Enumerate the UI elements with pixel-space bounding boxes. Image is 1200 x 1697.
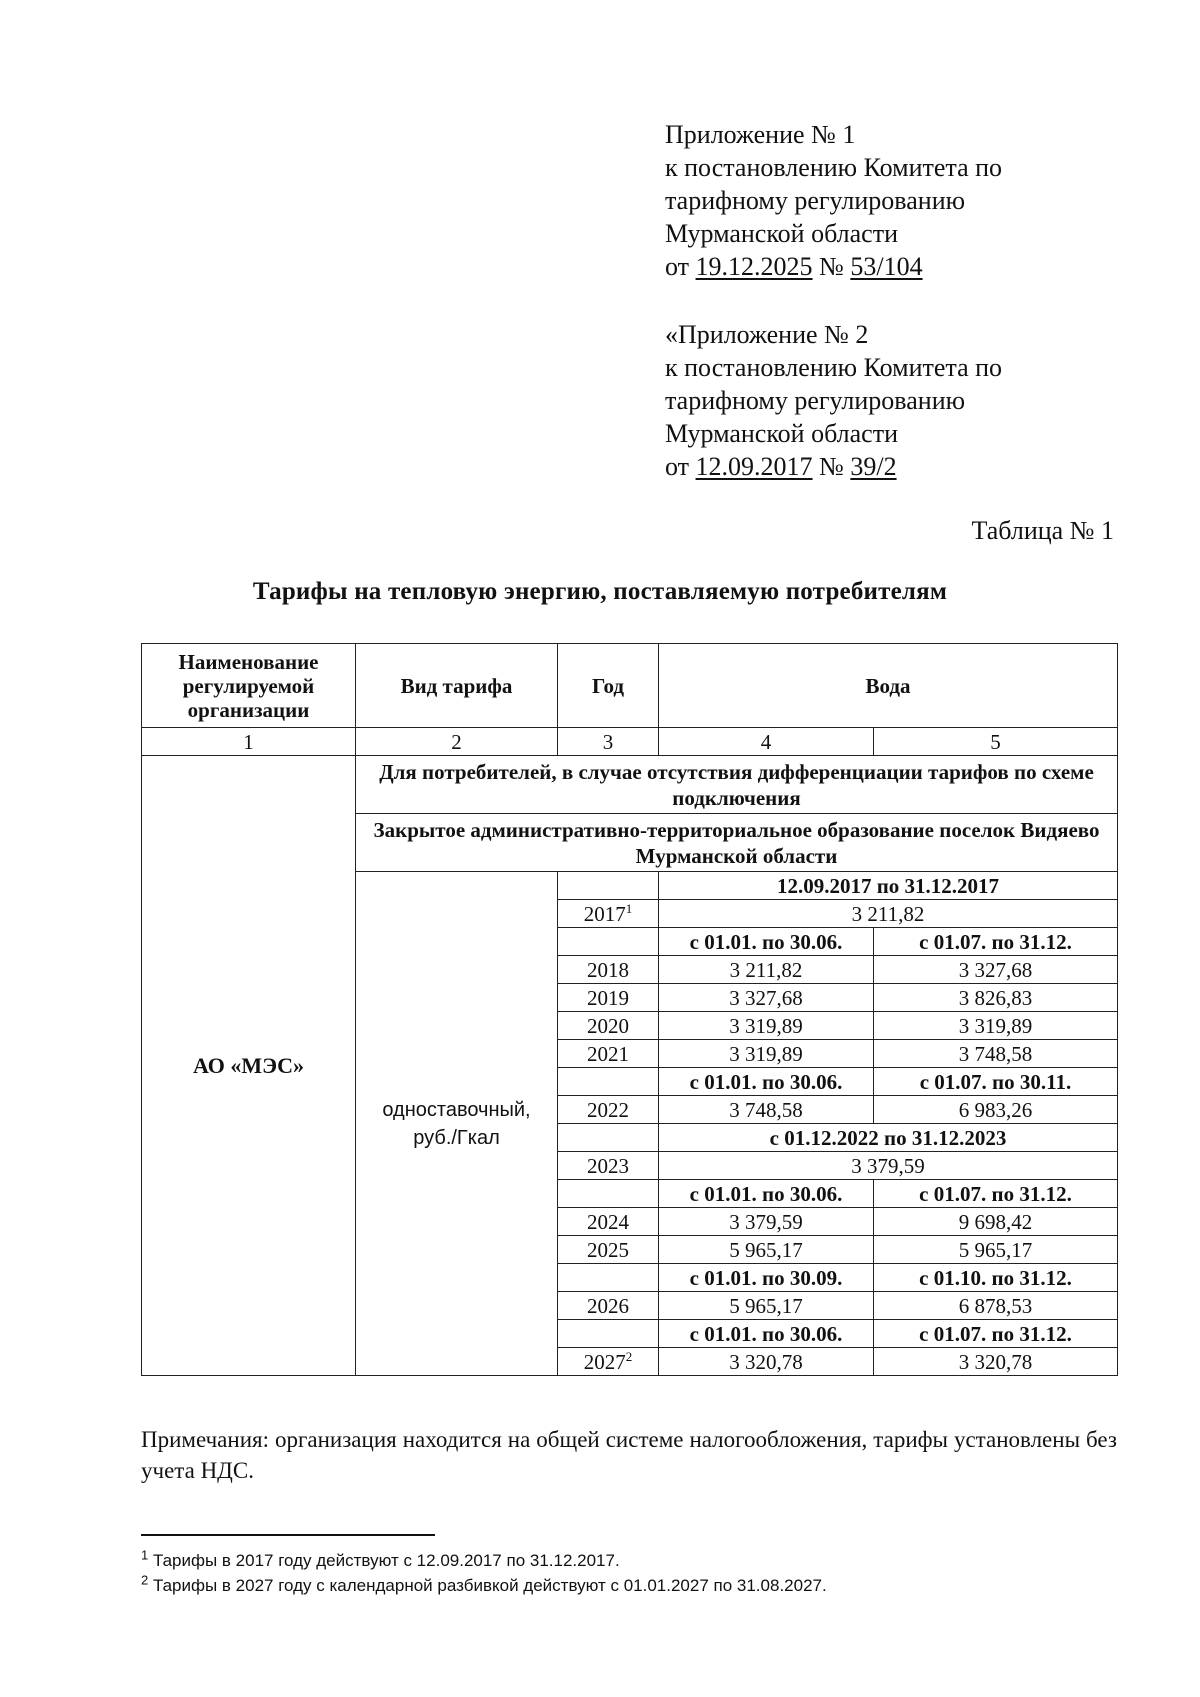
appendix-1-block bbox=[665, 118, 1002, 283]
tariff-value: 3 211,82 bbox=[659, 900, 1118, 928]
year-cell bbox=[558, 1068, 659, 1096]
year-cell: 2018 bbox=[558, 956, 659, 984]
header-org: Наименование регулируемой организации bbox=[142, 644, 356, 728]
tariff-value: 3 826,83 bbox=[874, 984, 1118, 1012]
tariff-value: 6 983,26 bbox=[874, 1096, 1118, 1124]
appendix-1-line: тарифному регулированию bbox=[665, 186, 966, 215]
number-prefix: № bbox=[812, 452, 851, 481]
appendix-1-line: к постановлению Комитета по bbox=[665, 153, 1003, 182]
date-prefix: от bbox=[665, 252, 696, 281]
appendix-1-number: 53/104 bbox=[850, 252, 923, 281]
appendix-1-line: Мурманской области bbox=[665, 219, 898, 248]
footnote-ref: 1 bbox=[625, 900, 633, 916]
appendix-2-line: тарифному регулированию bbox=[665, 386, 966, 415]
appendix-2-block bbox=[665, 318, 1002, 483]
tariff-kind bbox=[356, 872, 558, 1376]
year-cell: 2024 bbox=[558, 1208, 659, 1236]
footnote-ref: 2 bbox=[625, 1348, 633, 1364]
header-year: Год bbox=[558, 644, 659, 728]
tariff-value: 3 379,59 bbox=[659, 1208, 874, 1236]
period-cell: с 01.01. по 30.06. bbox=[659, 1320, 874, 1348]
appendix-2-line: Мурманской области bbox=[665, 419, 898, 448]
tariff-value: 3 327,68 bbox=[874, 956, 1118, 984]
year-cell: 2019 bbox=[558, 984, 659, 1012]
appendix-2-line: «Приложение № 2 bbox=[665, 320, 869, 349]
year-cell: 2025 bbox=[558, 1236, 659, 1264]
year-cell: 2017$^1$ bbox=[558, 900, 659, 928]
period-cell: с 01.07. по 31.12. bbox=[874, 928, 1118, 956]
period-cell: с 01.07. по 30.11. bbox=[874, 1068, 1118, 1096]
period-cell: с 01.07. по 31.12. bbox=[874, 1320, 1118, 1348]
tariff-kind-line: руб./Гкал bbox=[413, 1126, 500, 1149]
year-cell: 2022 bbox=[558, 1096, 659, 1124]
footnote-text: Тарифы в 2017 году действуют с 12.09.2017 по 31.12.2017. bbox=[148, 1551, 620, 1570]
table-label: Таблица № 1 bbox=[971, 516, 1114, 545]
tariff-value: 3 320,78 bbox=[659, 1348, 874, 1376]
notes-paragraph: Примечания: организация находится на общей системе налогообложения, тарифы установлены без учета НДС. bbox=[141, 1427, 1117, 1483]
period-cell: с 01.01. по 30.06. bbox=[659, 1068, 874, 1096]
year-cell: 2023 bbox=[558, 1152, 659, 1180]
appendix-2-number: 39/2 bbox=[850, 452, 897, 481]
section-heading: Закрытое административно-территориальное образование поселок Видяево Мурманской области bbox=[356, 814, 1118, 872]
tariff-value: 6 878,53 bbox=[874, 1292, 1118, 1320]
period-cell: с 01.01. по 30.06. bbox=[659, 1180, 874, 1208]
year-cell: 2027$^2$ bbox=[558, 1348, 659, 1376]
year-cell bbox=[558, 1264, 659, 1292]
tariff-kind-line: одноставочный, bbox=[382, 1098, 531, 1121]
year-cell bbox=[558, 872, 659, 900]
tariff-value: 5 965,17 bbox=[659, 1236, 874, 1264]
year-cell bbox=[558, 1124, 659, 1152]
year-cell bbox=[558, 1320, 659, 1348]
period-cell: с 01.01. по 30.06. bbox=[659, 928, 874, 956]
column-number: 2 bbox=[356, 728, 558, 756]
tariff-table bbox=[141, 643, 1118, 1376]
period-cell: с 01.07. по 31.12. bbox=[874, 1180, 1118, 1208]
tariff-value: 3 379,59 bbox=[659, 1152, 1118, 1180]
column-number: 5 bbox=[874, 728, 1118, 756]
year-cell: 2020 bbox=[558, 1012, 659, 1040]
period-cell: с 01.12.2022 по 31.12.2023 bbox=[659, 1124, 1118, 1152]
header-water: Вода bbox=[659, 644, 1118, 728]
tariff-value: 3 319,89 bbox=[659, 1012, 874, 1040]
footnote-1 bbox=[141, 1547, 620, 1571]
tariff-value: 3 748,58 bbox=[659, 1096, 874, 1124]
footnote-mark: 2 bbox=[141, 1572, 149, 1588]
section-heading: Для потребителей, в случае отсутствия дифференциации тарифов по схеме подключения bbox=[356, 756, 1118, 814]
tariff-value: 3 211,82 bbox=[659, 956, 874, 984]
year-cell: 2021 bbox=[558, 1040, 659, 1068]
tariff-value: 5 965,17 bbox=[874, 1236, 1118, 1264]
appendix-2-date-line bbox=[665, 450, 1002, 483]
appendix-1-date: 19.12.2025 bbox=[695, 252, 813, 281]
header-tariff-type: Вид тарифа bbox=[356, 644, 558, 728]
period-cell: 12.09.2017 по 31.12.2017 bbox=[659, 872, 1118, 900]
period-cell: с 01.10. по 31.12. bbox=[874, 1264, 1118, 1292]
year-cell: 2026 bbox=[558, 1292, 659, 1320]
tariff-value: 3 327,68 bbox=[659, 984, 874, 1012]
tariff-value: 5 965,17 bbox=[659, 1292, 874, 1320]
appendix-1-date-line bbox=[665, 250, 1002, 283]
tariff-value: 3 319,89 bbox=[874, 1012, 1118, 1040]
tariff-value: 3 320,78 bbox=[874, 1348, 1118, 1376]
period-cell: с 01.01. по 30.09. bbox=[659, 1264, 874, 1292]
appendix-2-line: к постановлению Комитета по bbox=[665, 353, 1003, 382]
tariff-value: 9 698,42 bbox=[874, 1208, 1118, 1236]
year-cell bbox=[558, 928, 659, 956]
appendix-1-line: Приложение № 1 bbox=[665, 120, 856, 149]
appendix-2-date: 12.09.2017 bbox=[695, 452, 813, 481]
footnote-text: Тарифы в 2027 году с календарной разбивкой действуют с 01.01.2027 по 31.08.2027. bbox=[148, 1576, 827, 1595]
organization-name: АО «МЭС» bbox=[142, 756, 356, 1376]
footnote-mark: 1 bbox=[141, 1547, 149, 1563]
year-cell bbox=[558, 1180, 659, 1208]
column-number: 3 bbox=[558, 728, 659, 756]
footnote-divider bbox=[141, 1534, 435, 1536]
date-prefix: от bbox=[665, 452, 696, 481]
document-title: Тарифы на тепловую энергию, поставляемую потребителям bbox=[252, 578, 948, 605]
column-number: 4 bbox=[659, 728, 874, 756]
number-prefix: № bbox=[812, 252, 851, 281]
tariff-value: 3 319,89 bbox=[659, 1040, 874, 1068]
tariff-value: 3 748,58 bbox=[874, 1040, 1118, 1068]
column-number: 1 bbox=[142, 728, 356, 756]
footnote-2 bbox=[141, 1572, 827, 1596]
